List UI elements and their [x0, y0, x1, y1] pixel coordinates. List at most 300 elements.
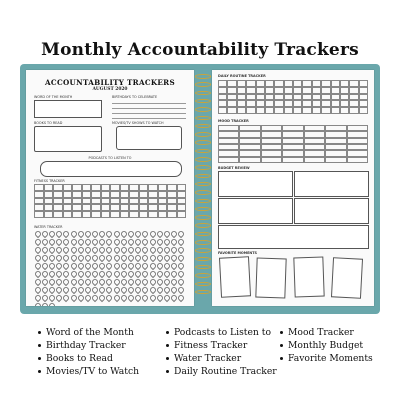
- water-drop-icon[interactable]: [33, 278, 41, 286]
- grid-cell[interactable]: [148, 191, 158, 198]
- grid-cell[interactable]: [53, 191, 63, 198]
- grid-cell[interactable]: [246, 94, 255, 101]
- water-drop-icon[interactable]: [105, 254, 113, 262]
- grid-cell[interactable]: [246, 80, 255, 87]
- grid-cell[interactable]: [340, 87, 349, 94]
- grid-cell[interactable]: [129, 198, 139, 205]
- grid-cell[interactable]: [158, 198, 168, 205]
- binding-ring: [195, 74, 211, 79]
- water-drop-icon[interactable]: [62, 286, 70, 294]
- grid-cell[interactable]: [139, 198, 149, 205]
- grid-cell[interactable]: [44, 184, 54, 191]
- grid-cell[interactable]: [110, 184, 120, 191]
- grid-cell[interactable]: [359, 107, 368, 114]
- water-drop-icon[interactable]: [141, 286, 149, 294]
- grid-cell[interactable]: [63, 198, 73, 205]
- grid-cell[interactable]: [34, 191, 44, 198]
- grid-cell[interactable]: [167, 191, 177, 198]
- podcasts-box[interactable]: [40, 161, 182, 177]
- grid-cell[interactable]: [129, 204, 139, 211]
- tv-screen-box[interactable]: [116, 126, 182, 150]
- grid-cell[interactable]: [331, 80, 340, 87]
- grid-cell[interactable]: [120, 198, 130, 205]
- water-drop-icon[interactable]: [69, 246, 77, 254]
- water-drop-icon[interactable]: [148, 294, 156, 302]
- water-drop-icon[interactable]: [112, 246, 120, 254]
- grid-cell[interactable]: [44, 198, 54, 205]
- grid-cell[interactable]: [256, 87, 265, 94]
- grid-cell[interactable]: [282, 157, 303, 163]
- grid-cell[interactable]: [139, 191, 149, 198]
- grid-cell[interactable]: [44, 191, 54, 198]
- binding-ring: [195, 124, 211, 129]
- grid-cell[interactable]: [261, 157, 282, 163]
- grid-cell[interactable]: [53, 184, 63, 191]
- grid-cell[interactable]: [239, 157, 260, 163]
- page-subtitle: AUGUST 2020: [92, 87, 128, 92]
- birthday-line[interactable]: [112, 113, 186, 114]
- grid-cell[interactable]: [53, 211, 63, 218]
- grid-cell[interactable]: [312, 100, 321, 107]
- binding-ring: [195, 223, 211, 228]
- water-drop-icon[interactable]: [177, 246, 185, 254]
- grid-cell[interactable]: [284, 94, 293, 101]
- grid-cell[interactable]: [110, 204, 120, 211]
- water-drop-icon[interactable]: [62, 278, 70, 286]
- grid-cell[interactable]: [256, 100, 265, 107]
- grid-cell[interactable]: [274, 80, 283, 87]
- grid-cell[interactable]: [139, 184, 149, 191]
- binding-ring: [195, 182, 211, 187]
- photo-frame[interactable]: [255, 257, 286, 298]
- water-drop-icon[interactable]: [105, 238, 113, 246]
- grid-cell[interactable]: [72, 184, 82, 191]
- grid-cell[interactable]: [321, 100, 330, 107]
- grid-cell[interactable]: [293, 107, 302, 114]
- grid-cell[interactable]: [274, 107, 283, 114]
- grid-cell[interactable]: [72, 204, 82, 211]
- grid-cell[interactable]: [246, 107, 255, 114]
- water-drop-icon[interactable]: [112, 294, 120, 302]
- water-drop-icon[interactable]: [69, 278, 77, 286]
- grid-cell[interactable]: [340, 94, 349, 101]
- grid-cell[interactable]: [312, 80, 321, 87]
- grid-cell[interactable]: [34, 184, 44, 191]
- grid-cell[interactable]: [63, 184, 73, 191]
- grid-cell[interactable]: [265, 87, 274, 94]
- water-grid[interactable]: [34, 230, 188, 300]
- grid-cell[interactable]: [340, 107, 349, 114]
- grid-cell[interactable]: [302, 80, 311, 87]
- grid-cell[interactable]: [304, 157, 325, 163]
- water-drop-icon[interactable]: [105, 286, 113, 294]
- water-drop-icon[interactable]: [141, 294, 149, 302]
- grid-cell[interactable]: [359, 100, 368, 107]
- podcasts-label: PODCASTS TO LISTEN TO: [88, 156, 132, 160]
- water-drop-icon[interactable]: [141, 246, 149, 254]
- binding-ring: [195, 273, 211, 278]
- grid-cell[interactable]: [82, 191, 92, 198]
- fitness-grid[interactable]: [34, 184, 186, 218]
- grid-cell[interactable]: [177, 204, 187, 211]
- water-drop-icon[interactable]: [33, 270, 41, 278]
- grid-cell[interactable]: [302, 100, 311, 107]
- grid-cell[interactable]: [177, 198, 187, 205]
- budget-debts-box[interactable]: [294, 171, 369, 197]
- grid-cell[interactable]: [129, 211, 139, 218]
- water-drop-icon[interactable]: [33, 246, 41, 254]
- feature-item: Favorite Moments: [280, 352, 373, 365]
- grid-cell[interactable]: [110, 191, 120, 198]
- photo-frame[interactable]: [293, 256, 324, 297]
- grid-cell[interactable]: [53, 204, 63, 211]
- grid-cell[interactable]: [293, 80, 302, 87]
- grid-cell[interactable]: [265, 80, 274, 87]
- grid-cell[interactable]: [349, 94, 358, 101]
- water-drop-icon[interactable]: [112, 254, 120, 262]
- budget-summary-box[interactable]: [218, 225, 369, 249]
- grid-cell[interactable]: [148, 198, 158, 205]
- water-drop-icon[interactable]: [177, 286, 185, 294]
- water-drop-icon[interactable]: [112, 230, 120, 238]
- grid-cell[interactable]: [237, 87, 246, 94]
- grid-cell[interactable]: [148, 184, 158, 191]
- grid-cell[interactable]: [158, 211, 168, 218]
- grid-cell[interactable]: [359, 80, 368, 87]
- feature-list-col-2: [166, 326, 277, 378]
- grid-cell[interactable]: [91, 204, 101, 211]
- feature-item: Water Tracker: [166, 352, 277, 365]
- grid-cell[interactable]: [349, 107, 358, 114]
- water-drop-icon[interactable]: [177, 270, 185, 278]
- grid-cell[interactable]: [44, 211, 54, 218]
- grid-cell[interactable]: [246, 87, 255, 94]
- grid-cell[interactable]: [129, 184, 139, 191]
- grid-cell[interactable]: [63, 211, 73, 218]
- water-drop-icon[interactable]: [69, 262, 77, 270]
- grid-cell[interactable]: [158, 191, 168, 198]
- grid-cell[interactable]: [148, 204, 158, 211]
- grid-cell[interactable]: [227, 87, 236, 94]
- grid-cell[interactable]: [177, 184, 187, 191]
- grid-cell[interactable]: [293, 94, 302, 101]
- budget-label: BUDGET REVIEW: [218, 166, 250, 170]
- binding-ring: [195, 82, 211, 87]
- birthday-line[interactable]: [112, 108, 186, 109]
- water-drop-icon[interactable]: [141, 270, 149, 278]
- water-drop-icon[interactable]: [69, 286, 77, 294]
- grid-cell[interactable]: [218, 107, 227, 114]
- grid-cell[interactable]: [321, 80, 330, 87]
- feature-item: Podcasts to Listen to: [166, 326, 277, 339]
- water-drop-icon[interactable]: [69, 254, 77, 262]
- water-drop-icon[interactable]: [148, 278, 156, 286]
- binding-ring: [195, 99, 211, 104]
- grid-cell[interactable]: [227, 100, 236, 107]
- grid-cell[interactable]: [359, 87, 368, 94]
- grid-cell[interactable]: [44, 204, 54, 211]
- books-box[interactable]: [34, 126, 102, 152]
- water-drop-icon[interactable]: [112, 270, 120, 278]
- page-title: ACCOUNTABILITY TRACKERS: [45, 78, 175, 87]
- grid-cell[interactable]: [91, 211, 101, 218]
- water-drop-icon[interactable]: [105, 278, 113, 286]
- fitness-label: FITNESS TRACKER: [34, 179, 65, 183]
- grid-cell[interactable]: [120, 184, 130, 191]
- grid-cell[interactable]: [312, 87, 321, 94]
- water-drop-icon[interactable]: [177, 230, 185, 238]
- water-drop-icon[interactable]: [112, 262, 120, 270]
- water-drop-icon[interactable]: [33, 254, 41, 262]
- grid-cell[interactable]: [218, 94, 227, 101]
- routine-grid[interactable]: [218, 80, 368, 114]
- water-drop-icon[interactable]: [69, 230, 77, 238]
- water-drop-icon[interactable]: [148, 270, 156, 278]
- right-page: [212, 70, 374, 306]
- grid-cell[interactable]: [227, 94, 236, 101]
- water-drop-icon[interactable]: [141, 254, 149, 262]
- grid-cell[interactable]: [349, 100, 358, 107]
- grid-cell[interactable]: [237, 100, 246, 107]
- grid-cell[interactable]: [265, 100, 274, 107]
- grid-cell[interactable]: [148, 211, 158, 218]
- water-drop-icon[interactable]: [112, 238, 120, 246]
- water-drop-icon[interactable]: [141, 238, 149, 246]
- water-label: WATER TRACKER: [34, 225, 63, 229]
- water-drop-icon[interactable]: [33, 294, 41, 302]
- water-drop-icon[interactable]: [62, 270, 70, 278]
- water-drop-icon[interactable]: [105, 270, 113, 278]
- grid-cell[interactable]: [302, 107, 311, 114]
- grid-cell[interactable]: [158, 204, 168, 211]
- grid-cell[interactable]: [110, 198, 120, 205]
- water-drop-icon[interactable]: [177, 238, 185, 246]
- grid-cell[interactable]: [177, 211, 187, 218]
- word-of-month-box[interactable]: [34, 100, 102, 118]
- grid-cell[interactable]: [177, 191, 187, 198]
- water-drop-icon[interactable]: [105, 262, 113, 270]
- water-drop-icon[interactable]: [62, 294, 70, 302]
- grid-cell[interactable]: [227, 80, 236, 87]
- feature-item: Fitness Tracker: [166, 339, 277, 352]
- water-drop-icon[interactable]: [148, 254, 156, 262]
- binding-ring: [195, 232, 211, 237]
- feature-item: Books to Read: [38, 352, 139, 365]
- grid-cell[interactable]: [274, 87, 283, 94]
- grid-cell[interactable]: [91, 191, 101, 198]
- grid-cell[interactable]: [256, 80, 265, 87]
- grid-cell[interactable]: [63, 204, 73, 211]
- grid-cell[interactable]: [293, 87, 302, 94]
- mood-grid[interactable]: [218, 125, 368, 163]
- grid-cell[interactable]: [218, 157, 239, 163]
- grid-cell[interactable]: [72, 211, 82, 218]
- water-drop-icon[interactable]: [148, 238, 156, 246]
- grid-cell[interactable]: [331, 107, 340, 114]
- grid-cell[interactable]: [91, 198, 101, 205]
- water-drop-icon[interactable]: [148, 246, 156, 254]
- grid-cell[interactable]: [349, 87, 358, 94]
- grid-cell[interactable]: [237, 94, 246, 101]
- water-drop-icon[interactable]: [148, 262, 156, 270]
- water-drop-icon[interactable]: [48, 302, 56, 306]
- binding-ring: [195, 207, 211, 212]
- water-drop-icon[interactable]: [33, 286, 41, 294]
- water-drop-icon[interactable]: [177, 254, 185, 262]
- grid-cell[interactable]: [34, 211, 44, 218]
- grid-cell[interactable]: [312, 107, 321, 114]
- water-drop-icon[interactable]: [69, 238, 77, 246]
- binding-ring: [195, 157, 211, 162]
- grid-cell[interactable]: [91, 184, 101, 191]
- grid-cell[interactable]: [72, 198, 82, 205]
- word-of-month-label: WORD OF THE MONTH: [34, 95, 73, 99]
- water-drop-icon[interactable]: [148, 230, 156, 238]
- water-drop-icon[interactable]: [62, 254, 70, 262]
- grid-cell[interactable]: [218, 87, 227, 94]
- binding-ring: [195, 149, 211, 154]
- water-drop-icon[interactable]: [62, 230, 70, 238]
- budget-expenses-box[interactable]: [218, 198, 293, 224]
- grid-cell[interactable]: [321, 107, 330, 114]
- water-drop-icon[interactable]: [69, 294, 77, 302]
- grid-cell[interactable]: [167, 198, 177, 205]
- birthday-line[interactable]: [112, 103, 186, 104]
- grid-cell[interactable]: [218, 80, 227, 87]
- water-drop-icon[interactable]: [62, 262, 70, 270]
- water-drop-icon[interactable]: [105, 294, 113, 302]
- grid-cell[interactable]: [82, 198, 92, 205]
- grid-cell[interactable]: [129, 191, 139, 198]
- water-drop-icon[interactable]: [177, 278, 185, 286]
- grid-cell[interactable]: [82, 211, 92, 218]
- water-drop-icon[interactable]: [141, 278, 149, 286]
- binding-ring: [195, 107, 211, 112]
- water-drop-icon[interactable]: [105, 246, 113, 254]
- water-drop-icon[interactable]: [141, 262, 149, 270]
- water-drop-icon[interactable]: [33, 238, 41, 246]
- headline: Monthly Accountability Trackers: [41, 40, 359, 60]
- grid-cell[interactable]: [237, 80, 246, 87]
- grid-cell[interactable]: [256, 94, 265, 101]
- grid-cell[interactable]: [256, 107, 265, 114]
- water-drop-icon[interactable]: [62, 246, 70, 254]
- grid-cell[interactable]: [331, 87, 340, 94]
- grid-cell[interactable]: [284, 100, 293, 107]
- water-drop-icon[interactable]: [148, 286, 156, 294]
- grid-cell[interactable]: [120, 191, 130, 198]
- water-drop-icon[interactable]: [69, 270, 77, 278]
- grid-cell[interactable]: [265, 94, 274, 101]
- grid-cell[interactable]: [101, 191, 111, 198]
- grid-cell[interactable]: [139, 211, 149, 218]
- grid-cell[interactable]: [274, 100, 283, 107]
- grid-cell[interactable]: [340, 100, 349, 107]
- grid-cell[interactable]: [274, 94, 283, 101]
- feature-item: Birthday Tracker: [38, 339, 139, 352]
- grid-cell[interactable]: [321, 87, 330, 94]
- grid-cell[interactable]: [284, 80, 293, 87]
- grid-cell[interactable]: [82, 204, 92, 211]
- grid-cell[interactable]: [302, 87, 311, 94]
- mood-label: MOOD TRACKER: [218, 119, 249, 123]
- grid-cell[interactable]: [110, 211, 120, 218]
- grid-cell[interactable]: [302, 94, 311, 101]
- feature-item: Mood Tracker: [280, 326, 373, 339]
- budget-savings-box[interactable]: [294, 198, 369, 224]
- grid-cell[interactable]: [34, 198, 44, 205]
- grid-cell[interactable]: [218, 100, 227, 107]
- grid-cell[interactable]: [284, 87, 293, 94]
- water-drop-icon[interactable]: [112, 278, 120, 286]
- grid-cell[interactable]: [120, 204, 130, 211]
- grid-cell[interactable]: [331, 100, 340, 107]
- routine-label: DAILY ROUTINE TRACKER: [218, 74, 266, 78]
- water-drop-icon[interactable]: [177, 294, 185, 302]
- photo-frame[interactable]: [219, 256, 251, 298]
- water-drop-icon[interactable]: [177, 262, 185, 270]
- binding-ring: [195, 240, 211, 245]
- feature-item: Monthly Budget: [280, 339, 373, 352]
- grid-cell[interactable]: [349, 80, 358, 87]
- grid-cell[interactable]: [321, 94, 330, 101]
- birthday-line[interactable]: [112, 118, 186, 119]
- grid-cell[interactable]: [167, 204, 177, 211]
- grid-cell[interactable]: [158, 184, 168, 191]
- grid-cell[interactable]: [101, 198, 111, 205]
- binding-ring: [195, 282, 211, 287]
- grid-cell[interactable]: [167, 211, 177, 218]
- grid-cell[interactable]: [167, 184, 177, 191]
- water-drop-icon[interactable]: [33, 262, 41, 270]
- grid-cell[interactable]: [325, 157, 346, 163]
- grid-cell[interactable]: [53, 198, 63, 205]
- grid-cell[interactable]: [340, 80, 349, 87]
- photo-frame[interactable]: [331, 257, 363, 299]
- grid-cell[interactable]: [284, 107, 293, 114]
- grid-cell[interactable]: [312, 94, 321, 101]
- water-drop-icon[interactable]: [33, 230, 41, 238]
- left-page: [26, 70, 194, 306]
- grid-cell[interactable]: [34, 204, 44, 211]
- budget-income-box[interactable]: [218, 171, 293, 197]
- grid-cell[interactable]: [63, 191, 73, 198]
- grid-cell[interactable]: [347, 157, 368, 163]
- grid-cell[interactable]: [72, 191, 82, 198]
- grid-cell[interactable]: [265, 107, 274, 114]
- binding-ring: [195, 116, 211, 121]
- feature-item: Movies/TV to Watch: [38, 365, 139, 378]
- grid-cell[interactable]: [101, 204, 111, 211]
- grid-cell[interactable]: [293, 100, 302, 107]
- grid-cell[interactable]: [227, 107, 236, 114]
- grid-cell[interactable]: [120, 211, 130, 218]
- grid-cell[interactable]: [139, 204, 149, 211]
- water-drop-icon[interactable]: [141, 230, 149, 238]
- grid-cell[interactable]: [331, 94, 340, 101]
- water-drop-icon[interactable]: [62, 238, 70, 246]
- water-drop-icon[interactable]: [112, 286, 120, 294]
- water-drop-icon[interactable]: [105, 230, 113, 238]
- spiral-binding: [192, 74, 214, 304]
- binding-ring: [195, 174, 211, 179]
- grid-cell[interactable]: [359, 94, 368, 101]
- grid-cell[interactable]: [101, 211, 111, 218]
- grid-cell[interactable]: [101, 184, 111, 191]
- grid-cell[interactable]: [82, 184, 92, 191]
- grid-cell[interactable]: [246, 100, 255, 107]
- grid-cell[interactable]: [237, 107, 246, 114]
